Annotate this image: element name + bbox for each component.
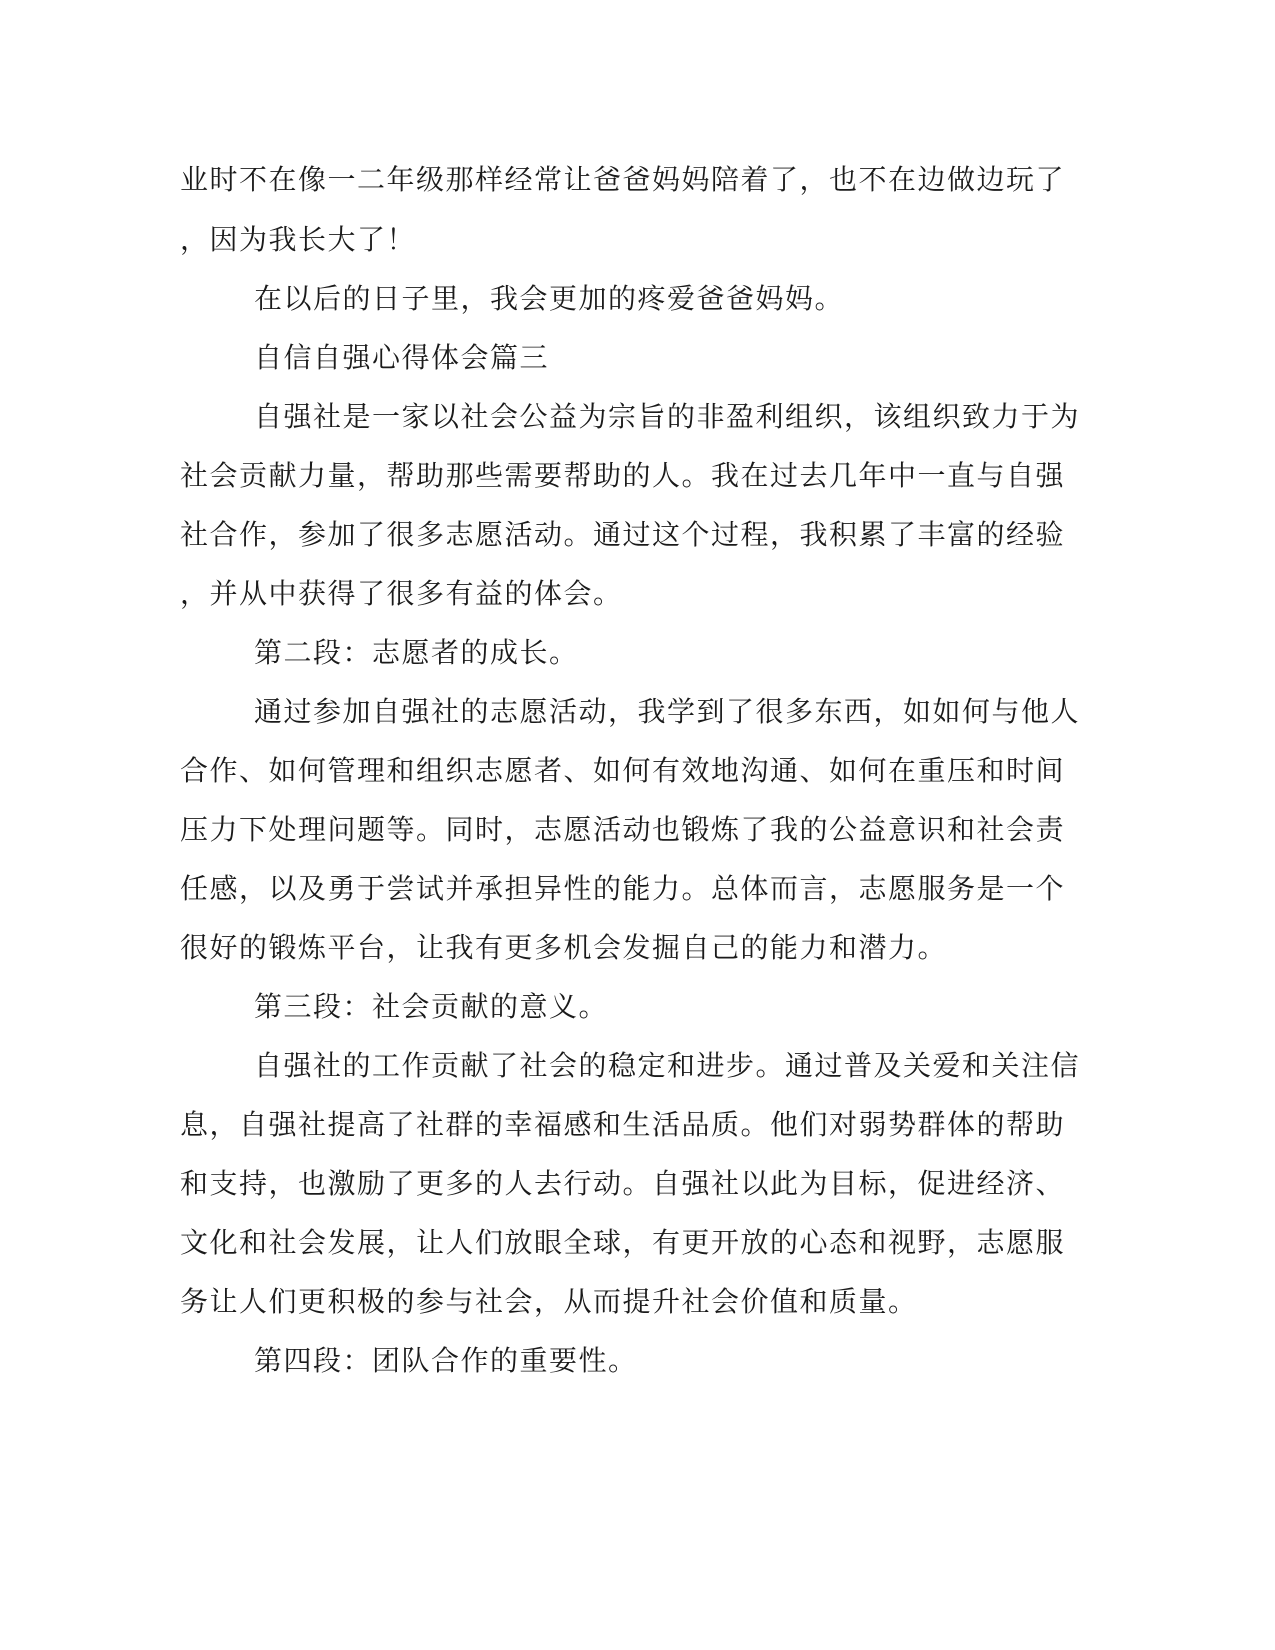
text-line: 合作、如何管理和组织志愿者、如何有效地沟通、如何在重压和时间 <box>180 754 1066 787</box>
text-line: 自强社的工作贡献了社会的稳定和进步。通过普及关爱和关注信 <box>254 1049 1081 1082</box>
text-line: 务让人们更积极的参与社会，从而提升社会价值和质量。 <box>180 1285 918 1318</box>
text-line: 社会贡献力量，帮助那些需要帮助的人。我在过去几年中一直与自强 <box>180 459 1066 492</box>
section-heading: 第三段：社会贡献的意义。 <box>254 990 609 1023</box>
text-line: 和支持，也激励了更多的人去行动。自强社以此为目标，促进经济、 <box>180 1167 1066 1200</box>
text-line: 任感，以及勇于尝试并承担异性的能力。总体而言，志愿服务是一个 <box>180 872 1066 905</box>
text-line: 很好的锻炼平台，让我有更多机会发掘自己的能力和潜力。 <box>180 931 948 964</box>
section-heading: 第四段：团队合作的重要性。 <box>254 1344 638 1377</box>
text-line: 在以后的日子里，我会更加的疼爱爸爸妈妈。 <box>254 282 845 315</box>
text-line: 通过参加自强社的志愿活动，我学到了很多东西，如如何与他人 <box>254 695 1081 728</box>
text-line: ，并从中获得了很多有益的体会。 <box>180 577 623 610</box>
text-line: 文化和社会发展，让人们放眼全球，有更开放的心态和视野，志愿服 <box>180 1226 1066 1259</box>
text-line: 业时不在像一二年级那样经常让爸爸妈妈陪着了，也不在边做边玩了 <box>180 163 1066 196</box>
text-line: ，因为我长大了！ <box>180 223 417 256</box>
text-line: 自强社是一家以社会公益为宗旨的非盈利组织，该组织致力于为 <box>254 400 1081 433</box>
text-line: 社合作，参加了很多志愿活动。通过这个过程，我积累了丰富的经验 <box>180 518 1066 551</box>
section-heading: 第二段：志愿者的成长。 <box>254 636 579 669</box>
text-line: 压力下处理问题等。同时，志愿活动也锻炼了我的公益意识和社会责 <box>180 813 1066 846</box>
text-line: 息，自强社提高了社群的幸福感和生活品质。他们对弱势群体的帮助 <box>180 1108 1066 1141</box>
section-heading: 自信自强心得体会篇三 <box>254 341 550 374</box>
